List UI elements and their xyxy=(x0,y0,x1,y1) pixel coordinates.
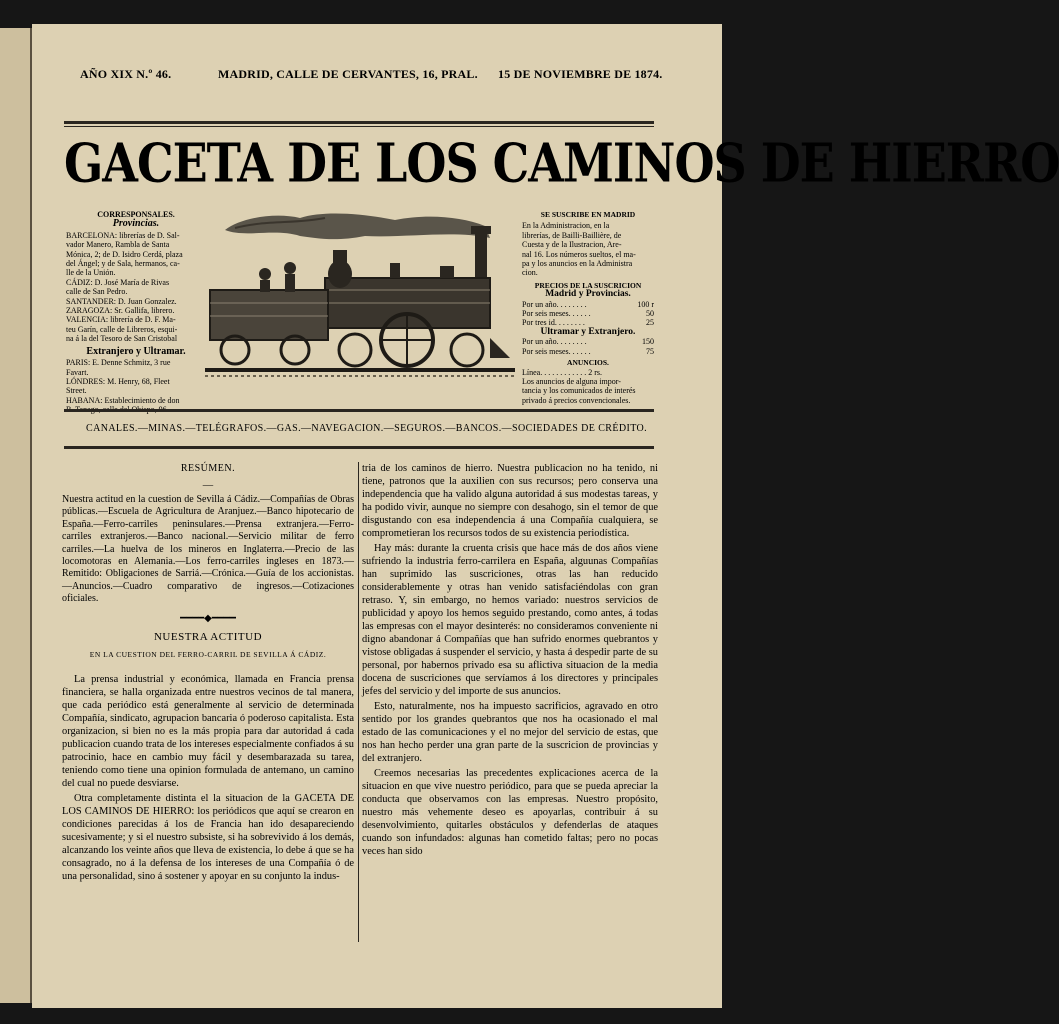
ads-line: Los anuncios de alguna impor- xyxy=(522,376,621,386)
corr-line: CÁDIZ: D. José María de Rivas xyxy=(66,277,170,287)
ads-line: privado á precios convencionales. xyxy=(522,395,631,405)
foreign-line: PARIS: E. Denne Schmitz, 3 rue xyxy=(66,358,171,368)
correspondents-heading: CORRESPONSALES. xyxy=(97,210,175,219)
corr-line: calle de San Pedro. xyxy=(66,287,128,297)
corr-line: BARCELONA: librerías de D. Sal- xyxy=(66,230,180,240)
corr-line: teu Garín, calle de Libreros, esqui- xyxy=(66,324,178,334)
subscribe-line: En la Administracion, en la xyxy=(522,221,610,231)
price-row: Por seis meses. . . . . . 75 xyxy=(522,346,654,356)
subscribe-line: Cuesta y de la Ilustracion, Are- xyxy=(522,240,622,250)
article-paragraph: Creemos necesarias las precedentes explicaciones acerca de la situacion en que vive nuestro periódico, para que se pueda apreciar la conducta que observamos con las empresas. Nuestro propósito, nuestro más vehemente deseo es apoyarlas, contribuir á su desenvolvimiento, quitarles obstáculos y defenderlas de ataques cuando son infundados: algunas han cometido faltas; pero no pocas veces han sido xyxy=(362,768,658,857)
corr-line: vador Manero, Rambla de Santa xyxy=(66,240,170,250)
left-column xyxy=(62,462,354,885)
corr-line: del Ángel; y de Sala, hermanos, ca- xyxy=(66,259,180,269)
price-row: Por seis meses. . . . . . 50 xyxy=(522,309,654,319)
article-title: NUESTRA ACTITUD xyxy=(153,630,263,643)
subscribe-line: nal 16. Los números sueltos, el ma- xyxy=(522,249,636,259)
corr-line: ZARAGOZA: Sr. Gallifa, librero. xyxy=(66,306,175,316)
article-paragraph: Otra completamente distinta el la situacion de la GACETA DE LOS CAMINOS DE HIERRO: los periódicos que aquí se crearon en condiciones parecidas á los de Francia han ido desapareciendo sucesivamente; y si el nuestro subsiste, si ha sobrevivido á los demás, alcanzando los veinte años que lleva de existencia, lo debe á que se ha consagrado, no á la defensa de los intereses de una Compañía ó de una personalidad, sino á sostener y apoyar en su conjunto la indus- xyxy=(62,792,354,882)
foreign-line: LÓNDRES: M. Henry, 68, Fleet xyxy=(66,376,170,386)
foreign-line: Favart. xyxy=(66,367,89,377)
ads-line: Línea. . . . . . . . . . . . 2 rs. xyxy=(522,367,602,377)
foreign-heading: Extranjero y Ultramar. xyxy=(86,345,186,357)
subscription-box xyxy=(522,210,654,405)
corr-line: VALENCIA: librería de D. F. Ma- xyxy=(66,315,176,325)
summary-text: Nuestra actitud en la cuestion de Sevilla á Cádiz.—Compañías de Obras públicas.—Escuela de Agricultura de Aranjuez.—Banco hipotecario de España.—Ferro-carriles peninsulares.—Prensa extranjera.—Ferro-carriles extranjeros.—Banco nacional.—Servicio militar de ferro carriles.—La huelva de los mineros en Inglaterra.—Precio de las locomotoras en Alemania.—Los ferro-carriles ingleses en 1873.—Remitido: Obligaciones de Sarriá.—Crónica.—Guía de los accionistas.—Anuncios.—Cuadro comparativo de ingresos.—Cotizaciones oficiales. xyxy=(62,494,354,605)
subscribe-text xyxy=(522,221,654,277)
foreign-line: Street. xyxy=(66,386,87,396)
article-paragraph: Esto, naturalmente, nos ha impuesto sacrificios, agravado en otro sentido por los grandes quebrantos que nos ha ocasionado el mal estado de las comunicaciones y el no mejor del servicio de estas, que nos han hecho perder una gran parte de la suscricion de provincias y del extranjero. xyxy=(362,701,658,764)
ultramar-heading: Ultramar y Extranjero. xyxy=(540,326,636,337)
summary-heading: RESÚMEN. xyxy=(180,463,236,474)
subscribe-line: pa y los anuncios en la Administra xyxy=(522,259,633,269)
correspondents-box xyxy=(66,210,206,415)
price-row: Por tres id. . . . . . . . 25 xyxy=(522,318,654,328)
correspondents-list xyxy=(66,231,206,344)
subscribe-heading: SE SUSCRIBE EN MADRID xyxy=(540,210,636,219)
summary-dash: — xyxy=(202,480,214,491)
article-paragraph: La prensa industrial y económica, llamada en Francia prensa financiera, se halla organizada entre nuestros vecinos de tal manera, que cada periódico está generalmente al servicio de determinada Compañía, sindicato, agrupacion bancaria ó poderoso capitalista. Esta organizacion, si bien no es la más propia para dar autoridad á cada publicacion cuando trata de los intereses especialmente confiados á su patrocinio, hace en cambio muy fácil y desembarazada su tarea, teniendo como tiene una opinion formulada de antemano, un camino del cual no puede desviarse. xyxy=(62,673,354,789)
foreign-line: HABANA: Establecimiento de don xyxy=(66,395,180,405)
ornament-divider: ━━━━◆━━━━ xyxy=(180,612,236,624)
prices-heading: PRECIOS DE LA SUSCRICION xyxy=(534,280,642,290)
column-divider xyxy=(358,462,359,942)
address: MADRID, CALLE DE CERVANTES, 16, PRAL. xyxy=(218,67,478,81)
corr-line: SANTANDER: D. Juan Gonzalez. xyxy=(66,296,177,306)
top-rule xyxy=(64,121,654,124)
price-row: Por un año. . . . . . . . 100 r xyxy=(522,299,654,309)
category-rule-bottom xyxy=(64,446,654,449)
issue-date: 15 DE NOVIEMBRE DE 1874. xyxy=(498,67,663,81)
ads-line: tancia y los comunicados de interés xyxy=(522,386,636,396)
article-paragraph: Hay más: durante la cruenta crisis que hace más de dos años viene sufriendo la industria ferro-carrilera en España, alguunas Compañías han suprimido las suscriciones, otras las han reducido considerablemente y otras han venido satisfaciéndolas con gran retraso. Y, sin embargo, no hemos variado: nuestros servicios de publicidad y apoyo los hemos seguido prestando, como antes, á todas las empresas con el mayor desinterés: no consideramos conveniente ni digno abandonar á Compañías que han sufrido enormes quebrantos y vistose obligadas á suspender el servicio, y hasta á despedir parte de su personal, por habernos privado esa su aflictiva situacion de la media docena de suscriciones que servíamos á los directores y principales jefes del servicio y del importe de sus anuncios. xyxy=(362,543,658,697)
locomotive-engraving-icon xyxy=(205,208,515,386)
corr-line: lle de la Unión. xyxy=(66,268,116,278)
madrid-provinces-heading: Madrid y Provincias. xyxy=(545,289,631,300)
subscribe-line: librerías, de Bailli-Baillière, de xyxy=(522,230,622,240)
corr-line: Mónica, 2; de D. Isidro Cerdá, plaza xyxy=(66,249,183,259)
category-rule-top xyxy=(64,409,654,412)
top-rule-thin xyxy=(64,126,654,127)
corr-line: na á la del Tesoro de San Cristobal xyxy=(66,334,178,344)
article-paragraph: tria de los caminos de hierro. Nuestra publicacion no ha tenido, ni tiene, patronos que la auxilien con sus recursos; pero conserva una independencia que ha valido alguna autoridad á sus modestas tareas, y ha podido vivir, aunque no siempre con desahogo, sin el temor de que disgustando con esa independencia á una Compañía cualquiera, se comprometieran los recursos todos de su existencia periodística. xyxy=(362,463,658,539)
subscribe-line: cion. xyxy=(522,268,538,278)
masthead-title: GACETA DE LOS CAMINOS DE HIERRO xyxy=(64,131,1059,195)
issue-number: AÑO XIX N.º 46. xyxy=(80,67,172,81)
facing-page-edge xyxy=(0,28,32,1003)
category-banner: CANALES.—MINAS.—TELÉGRAFOS.—GAS.—NAVEGACION.—SEGUROS.—BANCOS.—SOCIEDADES DE CRÉDITO. xyxy=(86,423,648,434)
foreign-list xyxy=(66,358,206,414)
right-column xyxy=(362,462,658,860)
article-subtitle: EN LA CUESTION DEL FERRO-CARRIL DE SEVILLA Á CÁDIZ. xyxy=(89,649,327,659)
ads-heading: ANUNCIOS. xyxy=(567,358,609,368)
price-row: Por un año. . . . . . . . 150 xyxy=(522,337,654,347)
provinces-heading: Provincias. xyxy=(112,218,160,230)
